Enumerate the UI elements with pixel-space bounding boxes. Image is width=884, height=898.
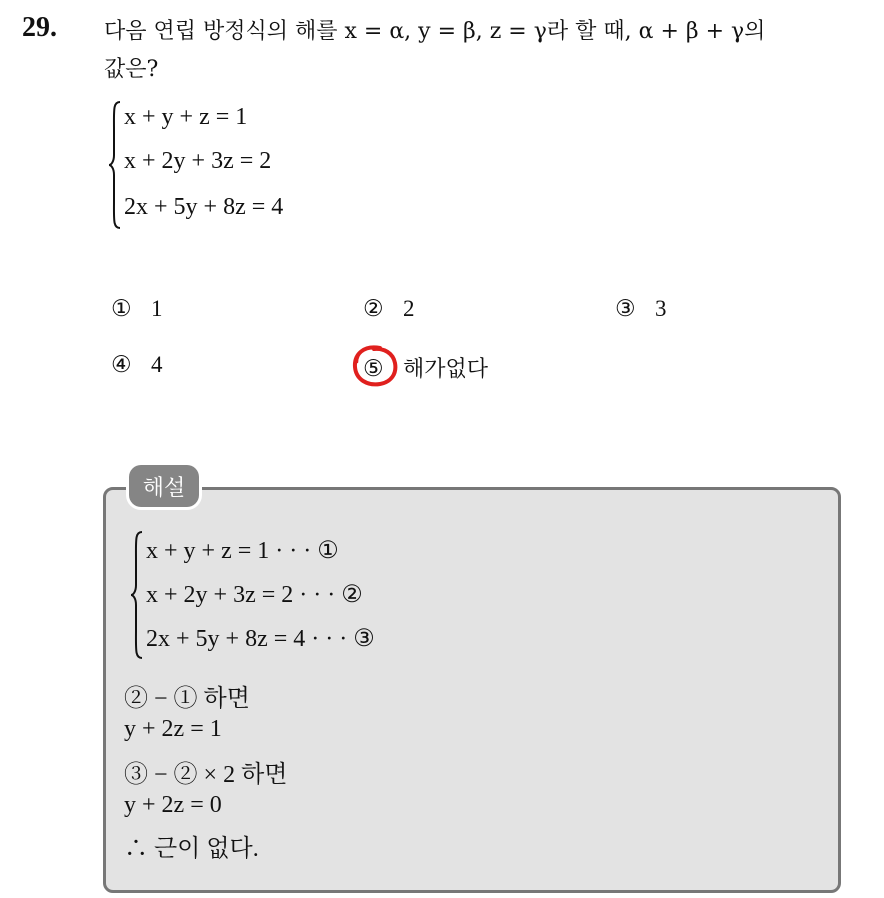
choice-label: 2 [403, 296, 415, 321]
question-number: 29. [22, 12, 57, 43]
choice-number: ② [363, 296, 384, 321]
answer-mark-circle-icon [350, 342, 402, 390]
solution-equation-system [130, 530, 450, 660]
choice-label: 4 [151, 352, 163, 377]
question-equation-1: x + y + z = 1 [124, 104, 248, 130]
choice-3[interactable] [615, 296, 667, 322]
choice-1[interactable] [111, 296, 163, 322]
solution-step-1: ② − ① 하면 [124, 686, 250, 712]
question-equation-3: 2x + 5y + 8z = 4 [124, 194, 284, 220]
choice-label: 해가없다 [403, 357, 489, 382]
solution-step-3: ③ − ② × 2 하면 [124, 762, 288, 788]
choice-2[interactable] [363, 296, 415, 322]
choice-label: 3 [655, 296, 667, 321]
solution-step-5: ∴ 근이 없다. [124, 836, 259, 862]
choice-number: ③ [615, 296, 636, 321]
choice-number: ① [111, 296, 132, 321]
solution-step-4: y + 2z = 0 [124, 792, 222, 818]
question-text-line1: 다음 연립 방정식의 해를 x = α, y = β, z = γ라 할 때, α + β + γ의 [104, 19, 766, 44]
solution-equation-1: x + y + z = 1 · · · ① [146, 538, 339, 564]
question-equation-system [108, 100, 408, 230]
solution-equation-3: 2x + 5y + 8z = 4 · · · ③ [146, 626, 375, 652]
solution-equation-2: x + 2y + 3z = 2 · · · ② [146, 582, 363, 608]
choice-number: ⑤ [363, 356, 384, 381]
left-brace-icon [108, 100, 122, 230]
choice-number: ④ [111, 352, 132, 377]
solution-step-2: y + 2z = 1 [124, 716, 222, 742]
left-brace-icon [130, 530, 144, 660]
question-text-line2: 값은? [104, 57, 159, 82]
choice-4[interactable] [111, 352, 163, 378]
solution-tab: 해설 [129, 465, 199, 507]
question-equation-2: x + 2y + 3z = 2 [124, 148, 272, 174]
choice-label: 1 [151, 296, 163, 321]
